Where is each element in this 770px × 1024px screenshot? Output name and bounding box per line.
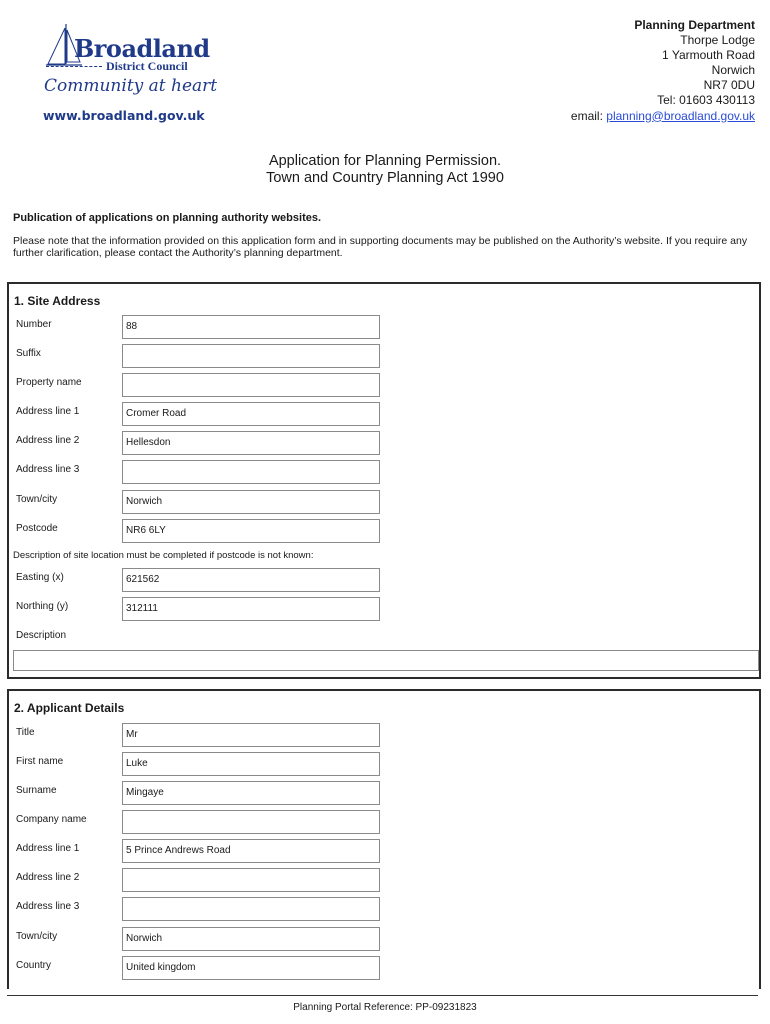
country-label: Country bbox=[16, 960, 52, 971]
address-city: Norwich bbox=[711, 63, 755, 78]
footer-divider bbox=[7, 995, 758, 996]
description-label: Description bbox=[16, 630, 67, 641]
email-link[interactable]: planning@broadland.gov.uk bbox=[606, 108, 755, 123]
surname-label: Surname bbox=[16, 785, 57, 796]
telephone: Tel: 01603 430113 bbox=[657, 93, 755, 108]
applicant-address-line-1-field[interactable]: 5 Prince Andrews Road bbox=[122, 839, 380, 863]
logo-divider bbox=[46, 66, 102, 67]
title-field[interactable]: Mr bbox=[122, 723, 380, 747]
applicant-address-line-2-label: Address line 2 bbox=[16, 872, 80, 883]
applicant-address-line-2-field[interactable] bbox=[122, 868, 380, 892]
country-field[interactable]: United kingdom bbox=[122, 956, 380, 980]
description-field[interactable] bbox=[13, 650, 759, 671]
number-label: Number bbox=[16, 319, 52, 330]
town-city-label: Town/city bbox=[16, 494, 58, 505]
department-address bbox=[571, 18, 755, 124]
address-line-2-label: Address line 2 bbox=[16, 435, 80, 446]
publication-heading: Publication of applications on planning authority websites. bbox=[13, 212, 322, 224]
surname-field[interactable]: Mingaye bbox=[122, 781, 380, 805]
portal-reference: Planning Portal Reference: PP-09231823 bbox=[293, 1002, 477, 1013]
address-line-3-field[interactable] bbox=[122, 460, 380, 484]
northing-field[interactable]: 312111 bbox=[122, 597, 380, 621]
easting-field[interactable]: 621562 bbox=[122, 568, 380, 592]
logo-tagline: Community at heart bbox=[44, 76, 218, 96]
number-field[interactable]: 88 bbox=[122, 315, 380, 339]
logo-title: Broadland bbox=[74, 34, 210, 63]
logo-subtitle: District Council bbox=[106, 59, 188, 73]
easting-label: Easting (x) bbox=[16, 572, 64, 583]
email-line bbox=[571, 109, 755, 124]
section-title: 1. Site Address bbox=[14, 294, 101, 308]
title-line-2: Town and Country Planning Act 1990 bbox=[266, 170, 504, 186]
site-address-section bbox=[7, 282, 761, 679]
postcode-label: Postcode bbox=[16, 523, 58, 534]
applicant-address-line-1-label: Address line 1 bbox=[16, 843, 80, 854]
company-name-label: Company name bbox=[16, 814, 87, 825]
postcode-field[interactable]: NR6 6LY bbox=[122, 519, 380, 543]
council-website: www.broadland.gov.uk bbox=[43, 108, 205, 123]
applicant-town-city-field[interactable]: Norwich bbox=[122, 927, 380, 951]
section-title: 2. Applicant Details bbox=[14, 701, 125, 715]
suffix-field[interactable] bbox=[122, 344, 380, 368]
council-logo bbox=[40, 22, 218, 127]
company-name-field[interactable] bbox=[122, 810, 380, 834]
town-city-field[interactable]: Norwich bbox=[122, 490, 380, 514]
address-line-3-label: Address line 3 bbox=[16, 464, 80, 475]
address-line-1-field[interactable]: Cromer Road bbox=[122, 402, 380, 426]
publication-note: Please note that the information provided on this application form and in supporting documents may be published on the Authority’s website. If you require any further clarification, please contact the Authority’s planning department. bbox=[13, 235, 748, 259]
department-name: Planning Department bbox=[634, 18, 755, 32]
location-note: Description of site location must be completed if postcode is not known: bbox=[13, 550, 314, 561]
first-name-label: First name bbox=[16, 756, 64, 767]
email-label: email: bbox=[570, 108, 607, 123]
title-line-1: Application for Planning Permission. bbox=[268, 153, 502, 169]
property-name-label: Property name bbox=[16, 377, 82, 388]
applicant-town-city-label: Town/city bbox=[16, 931, 58, 942]
applicant-address-line-3-label: Address line 3 bbox=[16, 901, 80, 912]
applicant-details-section bbox=[7, 689, 761, 989]
northing-label: Northing (y) bbox=[16, 601, 69, 612]
address-line-2-field[interactable]: Hellesdon bbox=[122, 431, 380, 455]
address-line-2: 1 Yarmouth Road bbox=[662, 48, 755, 63]
address-line-1-label: Address line 1 bbox=[16, 406, 80, 417]
title-label: Title bbox=[16, 727, 35, 738]
first-name-field[interactable]: Luke bbox=[122, 752, 380, 776]
applicant-address-line-3-field[interactable] bbox=[122, 897, 380, 921]
suffix-label: Suffix bbox=[16, 348, 41, 359]
document-title bbox=[0, 153, 770, 187]
property-name-field[interactable] bbox=[122, 373, 380, 397]
address-postcode: NR7 0DU bbox=[703, 78, 755, 93]
address-line-1: Thorpe Lodge bbox=[680, 33, 755, 48]
